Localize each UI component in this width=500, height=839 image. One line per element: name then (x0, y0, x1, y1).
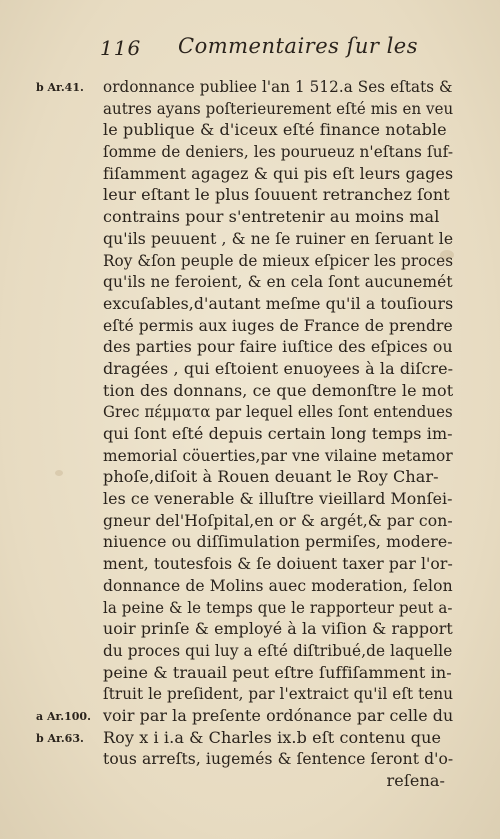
page-number: 116 (100, 36, 142, 60)
text-line: qui ſont eſté depuis certain long temps im- (103, 424, 453, 443)
text-line: autres ayans poſterieurement eſté mis en veu (103, 98, 454, 118)
margin-note: b Ar.63. (36, 732, 84, 745)
text-line: Grec πέμματα par lequel elles ſont entendues (103, 402, 453, 422)
text-line: phoſe,diſoit à Rouen deuant le Roy Char- (103, 467, 439, 487)
paper-stain (55, 470, 63, 476)
text-line: excuſables,d'autant meſme qu'il a touſiours (103, 293, 454, 313)
text-line: reſena- (386, 771, 445, 790)
text-line: ſomme de deniers, les pourueuz n'eſtans ſuf- (103, 142, 454, 162)
page-header (0, 34, 500, 66)
text-line: fiſamment agagez & qui pis eſt leurs gages (103, 163, 454, 183)
text-line: donnance de Molins auec moderation, ſelon (103, 575, 453, 595)
text-line: leur eſtant le plus ſouuent retranchez ſont (103, 185, 450, 205)
text-line: qu'ils ne feroient, & en cela ſont aucunemét (103, 272, 453, 292)
text-line: Roy x i i.a & Charles ix.b eſt contenu que (103, 727, 442, 747)
running-title: Commentaires ſur les (178, 34, 419, 58)
text-line: du proces qui luy a eſté diſtribué,de laquelle (103, 640, 453, 660)
text-line: ſtruit le preſident, par l'extraict qu'il eſt tenu (103, 684, 454, 704)
text-line: ment, toutesfois & ſe doiuent taxer par l'or- (103, 554, 453, 574)
text-line: voir par la preſente ordónance par celle du (103, 705, 454, 725)
text-line: qu'ils peuuent , & ne ſe ruiner en ſeruant le (103, 228, 454, 248)
margin-note: b Ar.41. (36, 81, 84, 94)
text-line: tion des donnans, ce que demonſtre le mot (103, 380, 454, 400)
body-text (103, 76, 453, 792)
text-line: memorial cöuerties,par vne vilaine metamor (103, 445, 453, 465)
text-line: eſté permis aux iuges de France de prendre (103, 315, 453, 335)
text-line: tous arreſts, iugemés & ſentence ſeront d'o- (103, 749, 454, 769)
text-line: gneur del'Hoſpital,en or & argét,& par con- (103, 510, 453, 530)
text-line: les ce venerable & illuſtre vieillard Monſei- (103, 489, 453, 509)
text-line: la peine & le temps que le rapporteur peut a- (103, 597, 453, 617)
text-line: Roy &ſon peuple de mieux eſpicer les proces (103, 250, 454, 270)
text-line: des parties pour faire iuſtice des eſpices ou (103, 337, 453, 357)
text-line: contrains pour s'entretenir au moins mal (103, 207, 440, 227)
text-line: niuence ou diſſimulation permiſes, modere- (103, 532, 453, 552)
text-line: le publique & d'iceux eſté finance notable (103, 120, 447, 140)
text-line: dragées , qui eſtoient enuoyees à la diſcre- (103, 358, 454, 378)
text-line: ordonnance publiee l'an 1 512.a Ses eſtats & (103, 77, 453, 96)
margin-note: a Ar.100. (36, 710, 91, 724)
text-line: uoir prinſe & employé à la viſion & rapport (103, 619, 453, 639)
text-line: peine & trauail peut eſtre ſuffiſamment in- (103, 662, 452, 682)
